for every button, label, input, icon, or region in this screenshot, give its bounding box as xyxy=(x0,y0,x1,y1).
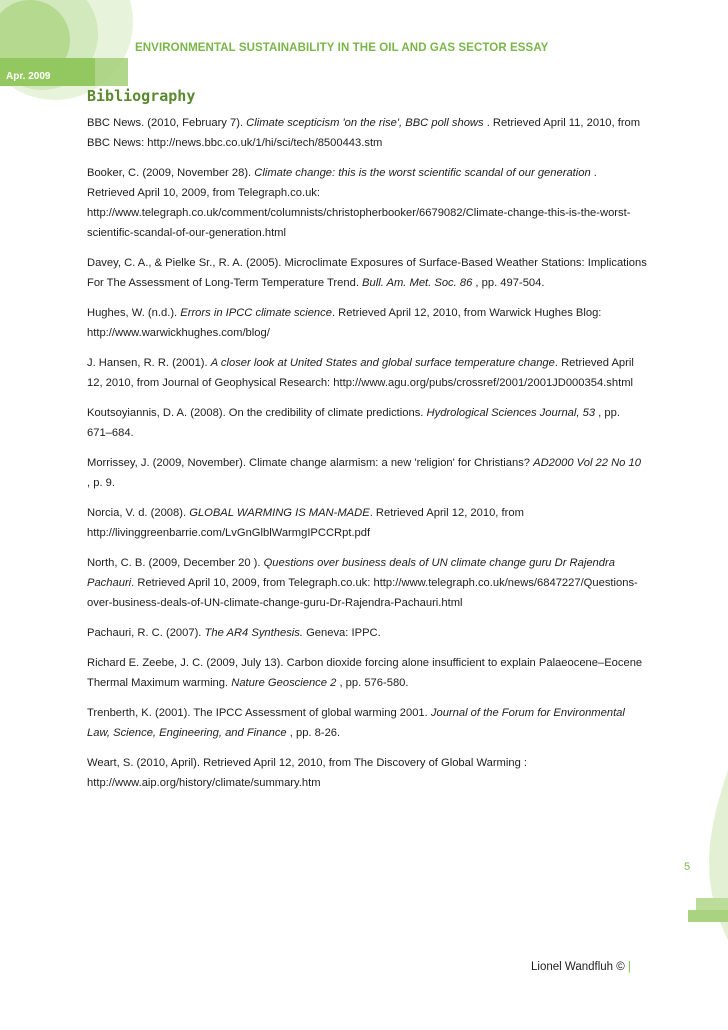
entry-text: . Retrieved April 12, 2010, from Warwick Hughes Blog: http://www.warwickhughes.com/blog/ xyxy=(87,307,602,339)
entry-text: Richard E. Zeebe, J. C. (2009, July 13). Carbon dioxide forcing alone insufficient to explain Palaeocene–Eocene Thermal Maximum warming. xyxy=(87,657,643,689)
bibliography-entry xyxy=(87,353,647,393)
bibliography-entry xyxy=(87,553,647,613)
entry-text: . Retrieved April 12, 2010, from http://livinggreenbarrie.com/LvGnGlblWarmgIPCCRpt.pdf xyxy=(87,507,524,539)
footer-author-text: Lionel Wandfluh © xyxy=(531,961,625,973)
corner-decoration xyxy=(678,770,728,940)
entry-text: Booker, C. (2009, November 28). xyxy=(87,167,255,179)
bibliography-heading: Bibliography xyxy=(87,87,196,105)
entry-title: Hydrological Sciences Journal, 53 xyxy=(426,407,596,419)
entry-title: GLOBAL WARMING IS MAN-MADE xyxy=(189,507,370,519)
entry-text: , pp. 671–684. xyxy=(87,407,620,439)
entry-title: The AR4 Synthesis. xyxy=(204,627,303,639)
entry-text: , p. 9. xyxy=(87,477,115,489)
bibliography-entry xyxy=(87,303,647,343)
entry-title: Bull. Am. Met. Soc. 86 xyxy=(362,277,473,289)
bibliography-entry xyxy=(87,113,647,153)
entry-title: AD2000 Vol 22 No 10 xyxy=(533,457,641,469)
header-date: Apr. 2009 xyxy=(6,71,51,82)
entry-text: Hughes, W. (n.d.). xyxy=(87,307,181,319)
entry-text: Geneva: IPPC. xyxy=(302,627,381,639)
bibliography-entry xyxy=(87,753,647,793)
entry-title: Questions over business deals of UN climate change guru Dr Rajendra Pachauri xyxy=(87,557,615,589)
entry-title: A closer look at United States and global surface temperature change xyxy=(210,357,555,369)
entry-title: Climate scepticism 'on the rise', BBC poll shows xyxy=(246,117,484,129)
entry-text: J. Hansen, R. R. (2001). xyxy=(87,357,211,369)
entry-text: Morrissey, J. (2009, November). Climate change alarmism: a new 'religion' for Christians? xyxy=(87,457,534,469)
entry-title: Nature Geoscience 2 xyxy=(231,677,337,689)
entry-text: . Retrieved April 10, 2009, from Telegraph.co.uk: http://www.telegraph.co.uk/news/6847227/Questions-over-business-deals-of-UN-climate-change-guru-Dr-Rajendra-Pachauri.html xyxy=(87,577,638,609)
entry-text: Norcia, V. d. (2008). xyxy=(87,507,190,519)
entry-title: Climate change: this is the worst scientific scandal of our generation xyxy=(254,167,591,179)
page-number: 5 xyxy=(684,861,691,873)
bibliography-entry xyxy=(87,403,647,443)
bibliography-entry xyxy=(87,703,647,743)
bibliography-entry xyxy=(87,453,647,493)
bibliography-entry xyxy=(87,163,647,243)
entry-text: Trenberth, K. (2001). The IPCC Assessment of global warming 2001. xyxy=(87,707,431,719)
bibliography-list xyxy=(87,113,647,803)
bibliography-entry xyxy=(87,253,647,293)
entry-text: Davey, C. A., & Pielke Sr., R. A. (2005). Microclimate Exposures of Surface-Based Weather Stations: Implications For The Assessment of Long-Term Temperature Trend. xyxy=(87,257,647,289)
entry-text: Koutsoyiannis, D. A. (2008). On the credibility of climate predictions. xyxy=(87,407,427,419)
entry-text: Pachauri, R. C. (2007). xyxy=(87,627,205,639)
entry-title: Journal of the Forum for Environmental Law, Science, Engineering, and Finance xyxy=(87,707,625,739)
entry-text: Weart, S. (2010, April). Retrieved April 12, 2010, from The Discovery of Global Warming : http://www.aip.org/history/climate/summary.htm xyxy=(87,757,528,789)
bibliography-entry xyxy=(87,503,647,543)
entry-text: BBC News. (2010, February 7). xyxy=(87,117,247,129)
header-title: ENVIRONMENTAL SUSTAINABILITY IN THE OIL AND GAS SECTOR ESSAY xyxy=(135,42,549,54)
entry-text: . Retrieved April 11, 2010, from BBC News: http://news.bbc.co.uk/1/hi/sci/tech/8500443.stm xyxy=(87,117,641,149)
entry-text: , pp. 497-504. xyxy=(472,277,545,289)
entry-text: , pp. 576-580. xyxy=(336,677,409,689)
footer-divider: | xyxy=(627,961,631,973)
entry-text: . Retrieved April 10, 2009, from Telegraph.co.uk: http://www.telegraph.co.uk/comment/columnists/christopherbooker/6679082/Climate-change-this-is-the-worst-scientific-scandal-of-our-generation.html xyxy=(87,167,631,239)
entry-text: North, C. B. (2009, December 20 ). xyxy=(87,557,264,569)
footer-author xyxy=(531,961,631,973)
bibliography-entry xyxy=(87,653,647,693)
bibliography-entry xyxy=(87,623,647,643)
entry-text: , pp. 8-26. xyxy=(286,727,341,739)
entry-title: Errors in IPCC climate science xyxy=(180,307,332,319)
entry-text: . Retrieved April 12, 2010, from Journal of Geophysical Research: http://www.agu.org/pubs/crossref/2001/2001JD000354.shtml xyxy=(87,357,634,389)
